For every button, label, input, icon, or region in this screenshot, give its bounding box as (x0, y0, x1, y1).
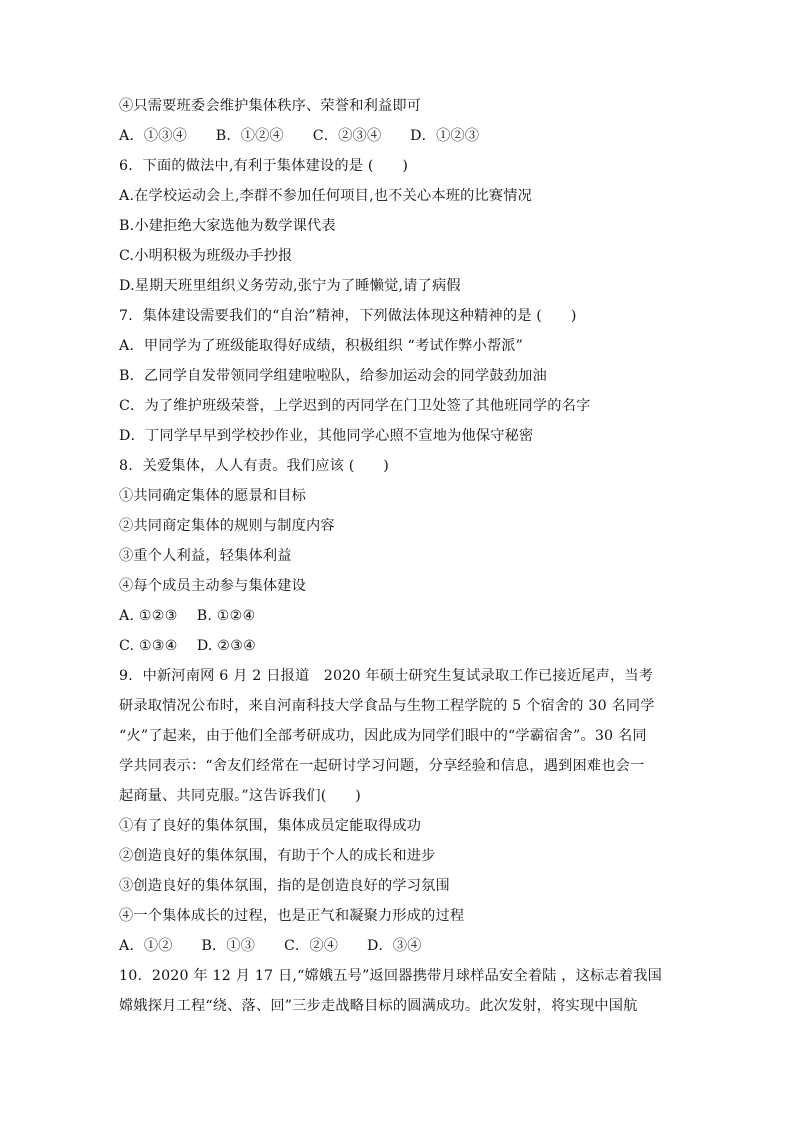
q6-choice-b: B.小建拒绝大家选他为数学课代表 (119, 218, 336, 234)
q6-choice-d: D.星期天班里组织义务劳动,张宁为了睡懒觉,请了病假 (119, 278, 461, 294)
q6-choice-a: A.在学校运动会上,李群不参加任何项目,也不关心本班的比赛情况 (119, 188, 533, 204)
q9-stem-line-3: “火”了起来，由于他们全部考研成功，因此成为同学们眼中的“学霸宿舍”。30 名同 (119, 728, 647, 744)
q6-choice-c: C.小明积极为班级办手抄报 (119, 248, 293, 264)
q5-option-4: ④只需要班委会维护集体秩序、荣誉和利益即可 (119, 98, 422, 114)
q8-option-2: ②共同商定集体的规则与制度内容 (119, 518, 335, 534)
q8-stem: 8．关爱集体，人人有责。我们应该 ( ) (119, 458, 389, 474)
q8-answer-choices-cd: C. ①③④ D. ②③④ (119, 638, 257, 654)
q10-stem-line-2: 嫦娥探月工程“绕、落、回”三步走战略目标的圆满成功。此次发射，将实现中国航 (119, 998, 638, 1014)
q8-option-4: ④每个成员主动参与集体建设 (119, 578, 307, 594)
q7-stem: 7．集体建设需要我们的“自治”精神，下列做法体现这种精神的是 ( ) (119, 308, 577, 324)
q5-answer-choices: A．①③④ B．①②④ C．②③④ D．①②③ (119, 128, 480, 144)
q8-option-3: ③重个人利益，轻集体利益 (119, 548, 292, 564)
q7-choice-d: D．丁同学早早到学校抄作业，其他同学心照不宣地为他保守秘密 (119, 428, 534, 444)
q10-stem-line-1: 10．2020 年 12 月 17 日,“嫦娥五号”返回器携带月球样品安全着陆 ，这标志着我国 (119, 968, 662, 984)
q9-option-4: ④一个集体成长的过程，也是正气和凝聚力形成的过程 (119, 908, 465, 924)
q9-stem-line-5: 起商量、共同克服。”这告诉我们( ) (119, 788, 362, 804)
q9-option-2: ②创造良好的集体氛围，有助于个人的成长和进步 (119, 848, 436, 864)
q7-choice-b: B．乙同学自发带领同学组建啦啦队，给参加运动会的同学鼓劲加油 (119, 368, 547, 384)
q6-stem: 6．下面的做法中,有利于集体建设的是 ( ) (119, 158, 409, 174)
q7-choice-c: C．为了维护班级荣誉，上学迟到的丙同学在门卫处签了其他班同学的名字 (119, 398, 591, 414)
q9-stem-line-4: 学共同表示：“舍友们经常在一起研讨学习问题，分享经验和信息，遇到困难也会一 (119, 758, 645, 774)
q9-answer-choices: A．①② B．①③ C．②④ D．③④ (119, 938, 422, 954)
q9-stem-line-2: 研录取情况公布时，来自河南科技大学食品与生物工程学院的 5 个宿舍的 30 名同学 (119, 698, 655, 714)
q9-stem-line-1: 9．中新河南网 6 月 2 日报道 2020 年硕士研究生复试录取工作已接近尾声，当考 (119, 668, 654, 684)
q8-option-1: ①共同确定集体的愿景和目标 (119, 488, 307, 504)
q9-option-3: ③创造良好的集体氛围，指的是创造良好的学习氛围 (119, 878, 450, 894)
q9-option-1: ①有了良好的集体氛围，集体成员定能取得成功 (119, 818, 422, 834)
q7-choice-a: A．甲同学为了班级能取得好成绩，积极组织 “考试作弊小帮派” (119, 338, 524, 354)
q8-answer-choices-ab: A. ①②③ B. ①②④ (119, 608, 256, 624)
